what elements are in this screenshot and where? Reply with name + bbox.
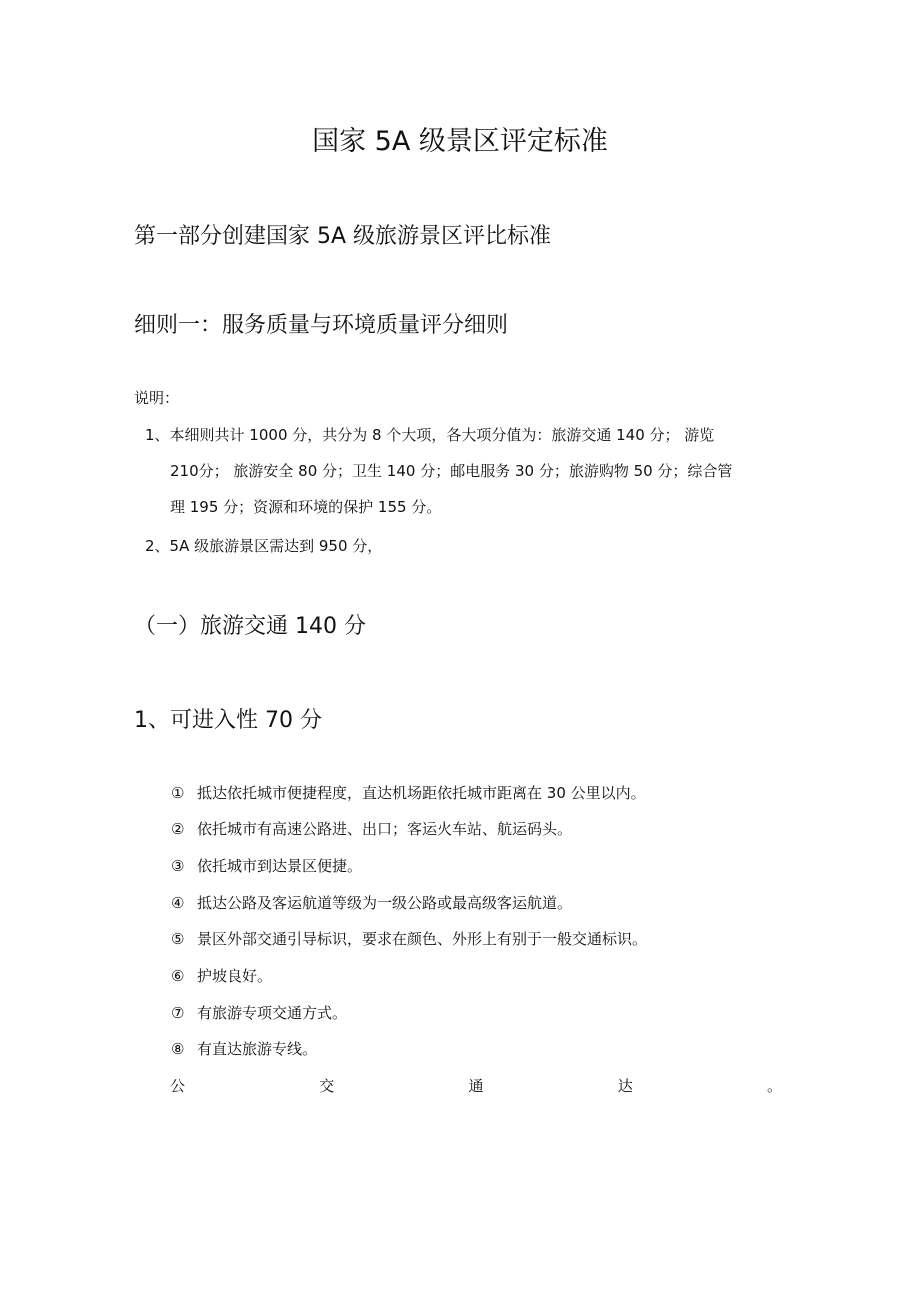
part-heading: 第一部分创建国家 5A 级旅游景区评比标准	[134, 224, 552, 249]
list-item	[171, 1038, 317, 1060]
note-1-line-1: 1、本细则共计 1000 分，共分为 8 个大项，各大项分值为：旅游交通 140 分； 游览	[145, 426, 715, 444]
last-row-char: 交	[319, 1077, 335, 1095]
item-text: 抵达公路及客运航道等级为一级公路或最高级客运航道。	[197, 894, 573, 912]
item-number: ⑧	[171, 1040, 185, 1058]
item-text: 有直达旅游专线。	[197, 1040, 318, 1058]
list-item	[171, 818, 572, 840]
item-number: ⑤	[171, 930, 185, 948]
justified-last-line	[170, 1075, 782, 1097]
list-item	[171, 928, 647, 950]
list-item	[171, 892, 572, 914]
item-number: ⑦	[171, 1004, 185, 1022]
document-title: 国家 5A 级景区评定标准	[312, 126, 608, 157]
item-text: 有旅游专项交通方式。	[197, 1004, 348, 1022]
list-item	[171, 965, 272, 987]
item-number: ③	[171, 857, 185, 875]
item-text: 景区外部交通引导标识，要求在颜色、外形上有别于一般交通标识。	[197, 930, 648, 948]
list-item	[171, 855, 362, 877]
item-text: 护坡良好。	[197, 967, 273, 985]
note-1-line-3: 理 195 分；资源和环境的保护 155 分。	[170, 498, 442, 516]
last-row-char: 通	[468, 1077, 484, 1095]
item-number: ⑥	[171, 967, 185, 985]
list-item	[171, 782, 646, 804]
last-row-char: 。	[766, 1077, 782, 1095]
item-text: 依托城市有高速公路进、出口；客运火车站、航运码头。	[197, 820, 573, 838]
subsection-heading: 1、可进入性 70 分	[134, 708, 322, 733]
note-2-line-1: 2、5A 级旅游景区需达到 950 分，	[145, 537, 383, 555]
rule-heading: 细则一：服务质量与环境质量评分细则	[134, 313, 509, 338]
section-heading: （一）旅游交通 140 分	[134, 614, 366, 639]
item-text: 抵达依托城市便捷程度，直达机场距依托城市距离在 30 公里以内。	[197, 784, 646, 802]
note-1-line-2: 210分； 旅游安全 80 分；卫生 140 分；邮电服务 30 分；旅游购物 50 分；综合管	[170, 462, 733, 480]
last-row-char: 公	[170, 1077, 186, 1095]
item-number: ②	[171, 820, 185, 838]
note-label: 说明：	[134, 389, 180, 407]
list-item	[171, 1002, 347, 1024]
item-number: ④	[171, 894, 185, 912]
item-number: ①	[171, 784, 185, 802]
last-row-char: 达	[617, 1077, 633, 1095]
item-text: 依托城市到达景区便捷。	[197, 857, 363, 875]
